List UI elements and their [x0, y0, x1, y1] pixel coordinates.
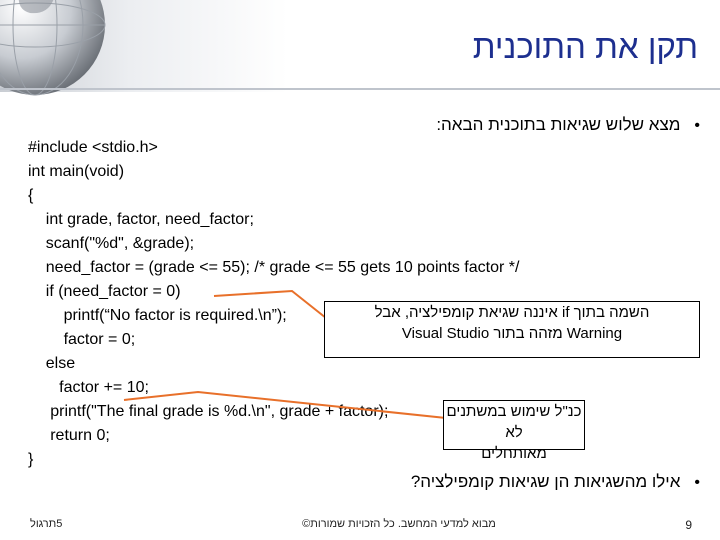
code-line: return 0; — [28, 427, 110, 444]
bullet-icon: • — [694, 117, 700, 134]
code-line: printf(“No factor is required.\n”); — [28, 307, 287, 324]
code-line: else — [28, 355, 76, 372]
bullet-text: אילו מהשגיאות הן שגיאות קומפילציה? — [410, 472, 681, 491]
callout-line: מאותחלים — [481, 445, 547, 462]
callout-assignment-warning — [324, 301, 700, 358]
slide-title: תקן את התוכנית — [472, 28, 698, 65]
init-underline — [124, 392, 446, 418]
code-line: { — [28, 187, 34, 204]
code-line: factor = 0; — [28, 331, 136, 348]
callout-line: כנ"ל שימוש במשתנים לא — [446, 403, 582, 441]
footer-copyright: מבוא למדעי המחשב. כל הזכויות שמורות© — [302, 518, 496, 530]
code-line: need_factor = (grade <= 55); /* grade <= 55 gets 10 points factor */ — [28, 259, 520, 276]
code-line: int main(void) — [28, 163, 125, 180]
code-line: factor += 10; — [28, 379, 149, 396]
code-line: #include <stdio.h> — [28, 139, 158, 156]
code-line: } — [28, 451, 34, 468]
code-line: int grade, factor, need_factor; — [28, 211, 254, 228]
callout-uninitialized — [443, 400, 585, 462]
bullet-compile-errors — [411, 472, 700, 492]
footer-lesson: 5תרגול — [30, 518, 63, 530]
code-line: printf("The final grade is %d.\n", grade + factor); — [28, 403, 389, 420]
code-line: if (need_factor = 0) — [28, 283, 181, 300]
bullet-icon: • — [694, 474, 700, 491]
page-number: 9 — [685, 518, 692, 532]
bullet-text: מצא שלוש שגיאות בתוכנית הבאה: — [436, 115, 681, 134]
code-line: scanf("%d", &grade); — [28, 235, 195, 252]
callout-line: Warning מזהה בתור Visual Studio — [401, 325, 623, 342]
callout-line: השמה בתוך if איננה שגיאת קומפילציה, אבל — [374, 304, 650, 321]
assignment-underline — [214, 291, 326, 318]
